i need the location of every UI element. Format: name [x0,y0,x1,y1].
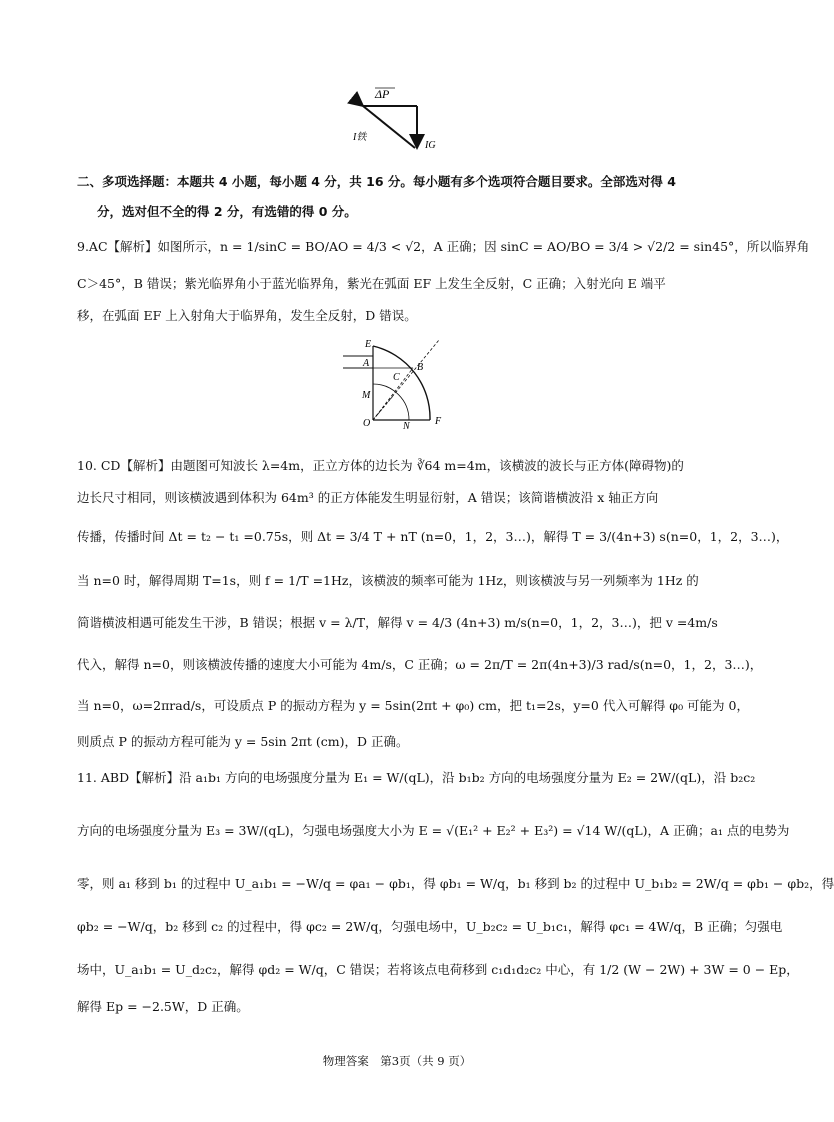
q10-line-8: 则质点 P 的振动方程可能为 y = 5sin 2πt (cm)，D 正确。 [77,734,409,749]
q9-line-3: 移，在弧面 EF 上入射角大于临界角，发生全反射，D 错误。 [77,308,417,323]
q10-line-5: 简谐横波相遇可能发生干涉，B 错误；根据 v = λ/T，解得 v = 4/3 (4n+3) m/s(n=0，1，2，3…)，把 v =4m/s [77,615,718,630]
label-o: O [363,418,371,429]
q10-line-1: 10. CD【解析】由题图可知波长 λ=4m，正立方体的边长为 ∛64 m=4m，该横波的波长与正方体(障碍物)的 [77,458,684,473]
q10-line-7: 当 n=0，ω=2πrad/s，可设质点 P 的振动方程为 y = 5sin(2πt + φ₀) cm，把 t₁=2s，y=0 代入可解得 φ₀ 可能为 0， [77,698,749,713]
q11-line-4: φb₂ = −W/q，b₂ 移到 c₂ 的过程中，得 φc₂ = 2W/q，匀强电场中，U_b₂c₂ = U_b₁c₁，解得 φc₁ = 4W/q，B 正确；匀强电 [77,919,783,934]
q9-line-2: C＞45°，B 错误；紫光临界角小于蓝光临界角，紫光在弧面 EF 上发生全反射，C 正确；入射光向 E 端平 [77,276,666,291]
q10-line-6: 代入，解得 n=0，则该横波传播的速度大小可能为 4m/s，C 正确；ω = 2π/T = 2π(4n+3)/3 rad/s(n=0，1，2，3…)， [77,657,763,672]
i-iron-label: I铁 [353,132,367,143]
label-a: A [363,358,370,369]
label-f: F [435,416,442,427]
label-m: M [362,390,371,401]
q11-line-1: 11. ABD【解析】沿 a₁b₁ 方向的电场强度分量为 E₁ = W/(qL)，沿 b₁b₂ 方向的电场强度分量为 E₂ = 2W/(qL)，沿 b₂c₂ [77,770,756,785]
i-g-label: IG [425,140,436,151]
label-b: B [417,362,424,373]
label-n: N [403,421,410,432]
q11-line-5: 场中，U_a₁b₁ = U_d₂c₂，解得 φd₂ = W/q，C 错误；若将该点电荷移到 c₁d₁d₂c₂ 中心，有 1/2 (W − 2W) + 3W = 0 − Ep， [77,962,799,977]
optics-quarter-circle-diagram [335,338,460,430]
q11-line-3: 零，则 a₁ 移到 b₁ 的过程中 U_a₁b₁ = −W/q = φa₁ − φb₁，得 φb₁ = W/q，b₁ 移到 b₂ 的过程中 U_b₁b₂ = 2W/q = φb₁ − φb₂，得 [77,876,834,891]
label-e: E [365,339,372,350]
dp-label: ΔP [375,87,390,101]
section-heading: 二、多项选择题：本题共 4 小题，每小题 4 分，共 16 分。每小题有多个选项符合题目要求。全部选对得 4 [77,174,676,189]
q11-line-6: 解得 Ep = −2.5W，D 正确。 [77,999,249,1014]
q10-line-2: 边长尺寸相同，则该横波遇到体积为 64m³ 的正方体能发生明显衍射，A 错误；该简谐横波沿 x 轴正方向 [77,490,659,505]
section-heading-cont: 分，选对但不全的得 2 分，有选错的得 0 分。 [97,204,357,219]
momentum-vector-diagram [345,78,455,156]
q10-line-3: 传播，传播时间 Δt = t₂ − t₁ =0.75s，则 Δt = 3/4 T + nT (n=0，1，2，3…)，解得 T = 3/(4n+3) s(n=0，1，2，3…)， [77,529,789,544]
q9-line-1: 9.AC【解析】如图所示，n = 1/sinC = BO/AO = 4/3 < √2，A 正确；因 sinC = AO/BO = 3/4 > √2/2 = sin45°，所以临界角 [77,239,810,254]
page-footer: 物理答案 第3页（共 9 页） [322,1054,472,1068]
label-c: C [393,372,400,383]
q11-line-2: 方向的电场强度分量为 E₃ = 3W/(qL)，匀强电场强度大小为 E = √(E₁² + E₂² + E₃²) = √14 W/(qL)，A 正确；a₁ 点的电势为 [77,823,790,838]
q10-line-4: 当 n=0 时，解得周期 T=1s，则 f = 1/T =1Hz，该横波的频率可能为 1Hz，则该横波与另一列频率为 1Hz 的 [77,573,699,588]
